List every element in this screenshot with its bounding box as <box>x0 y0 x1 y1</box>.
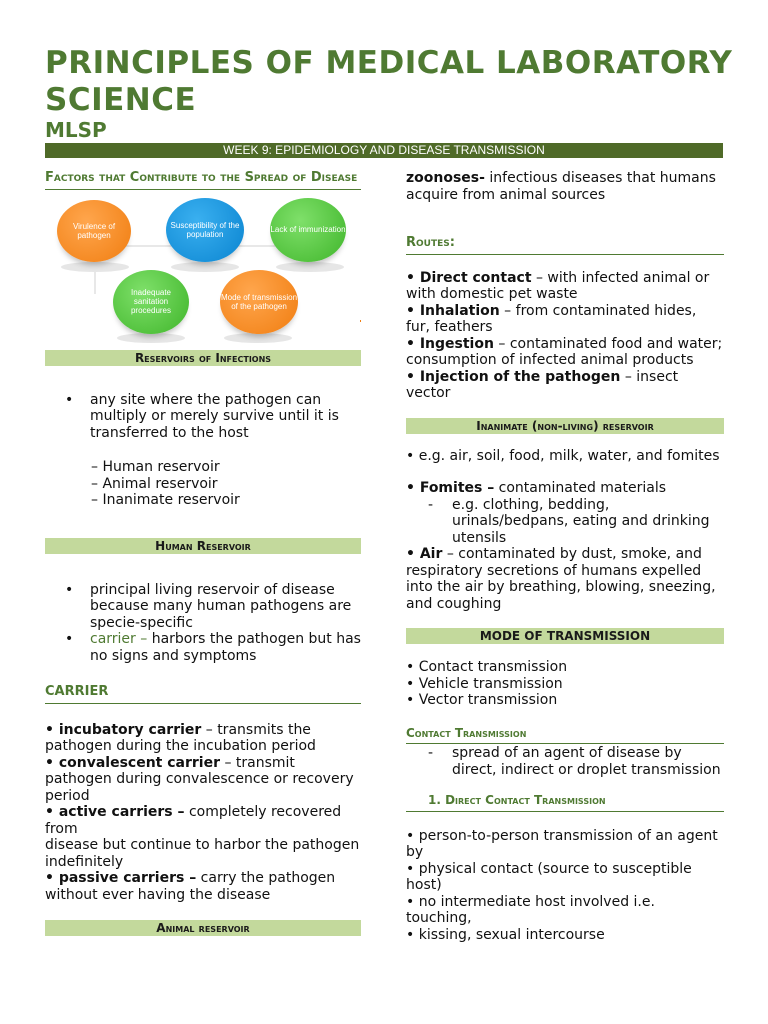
carrier-item-text: disease but continue to harbor the pathogen indefinitely <box>45 837 360 870</box>
route-text: – with infected animal or with domestic pet waste <box>406 269 710 302</box>
carrier-definition: harbors the pathogen but has no signs and symptoms <box>90 631 361 664</box>
carrier-item <box>45 837 361 870</box>
human-reservoir-point: • principal living reservoir of disease because many human pathogens are specie-specific <box>45 582 361 632</box>
zoonoses-definition <box>406 170 724 203</box>
route-term: • Injection of the pathogen <box>406 368 621 385</box>
fomites-item <box>406 480 724 497</box>
contact-definition: - spread of an agent of disease by direct, indirect or droplet transmission <box>406 745 724 778</box>
air-term: • Air <box>406 546 443 562</box>
route-item <box>406 369 724 402</box>
reservoir-type: – Animal reservoir <box>91 475 218 492</box>
air-text: – contaminated by dust, smoke, and respiratory secretions of humans expelled into the air by breathing, blowing, sneezing, and coughing <box>406 546 716 612</box>
route-text: – from contaminated hides, fur, feathers <box>406 302 697 335</box>
factors-diagram <box>45 194 361 346</box>
mode-item: • Contact transmission <box>406 659 568 675</box>
modes-list <box>406 659 724 709</box>
carrier-point <box>45 631 361 664</box>
reservoir-type: – Inanimate reservoir <box>91 492 240 508</box>
carrier-item-text: completely recovered from <box>45 804 342 837</box>
direct-contact-item: • person-to-person transmission of an agent by <box>406 827 718 860</box>
factor-circle-susceptibility: Susceptibility of the population <box>166 198 244 262</box>
carrier-item-text: – transmits the pathogen during the incubation period <box>45 721 316 754</box>
carrier-item-term: • convalescent carrier <box>45 754 220 771</box>
carrier-term: carrier – <box>90 631 148 647</box>
route-term: • Direct contact <box>406 269 532 286</box>
animal-reservoir-band: Animal reservoir <box>45 920 361 936</box>
route-text: – insect vector <box>406 368 679 401</box>
carrier-item-text: – transmit pathogen during convalescence or recovery period <box>45 754 354 804</box>
mode-band: MODE OF TRANSMISSION <box>406 628 724 644</box>
mode-item: • Vehicle transmission <box>406 675 563 692</box>
route-item <box>406 336 724 369</box>
route-item <box>406 270 724 303</box>
factors-heading: Factors that Contribute to the Spread of Disease <box>45 170 361 190</box>
direct-contact-heading: 1. Direct Contact Transmission <box>406 792 724 812</box>
route-term: • Ingestion <box>406 335 494 352</box>
fomites-text: contaminated materials <box>494 480 667 496</box>
routes-list <box>406 270 724 402</box>
carrier-item <box>45 722 361 755</box>
direct-contact-item: • no intermediate host involved i.e. touching, <box>406 893 655 926</box>
reservoir-type: – Human reservoir <box>91 459 220 475</box>
contact-heading: Contact Transmission <box>406 725 724 745</box>
factor-circle-immunization: Lack of immunization <box>270 198 346 262</box>
carrier-item-term: • incubatory carrier <box>45 721 202 738</box>
page-title-line1: PRINCIPLES OF MEDICAL LABORATORY <box>45 45 733 81</box>
page-title-line2: SCIENCE <box>45 82 197 118</box>
carrier-item <box>45 870 361 903</box>
right-column <box>406 170 724 943</box>
fomites-examples: - e.g. clothing, bedding, urinals/bedpans, eating and drinking utensils <box>406 497 724 547</box>
routes-heading: Routes: <box>406 235 724 255</box>
air-item <box>406 546 724 612</box>
direct-contact-list <box>406 828 724 944</box>
reservoir-definition: • any site where the pathogen can multiply or merely survive until it is transferred to the host <box>45 392 361 442</box>
zoonoses-text: infectious diseases that humans acquire from animal sources <box>406 170 716 203</box>
week-banner: WEEK 9: EPIDEMIOLOGY AND DISEASE TRANSMISSION <box>45 143 723 158</box>
mode-item: • Vector transmission <box>406 692 558 708</box>
inanimate-examples: • e.g. air, soil, food, milk, water, and fomites <box>406 447 720 464</box>
carrier-item-text: carry the pathogen without ever having the disease <box>45 870 336 903</box>
left-column <box>45 170 361 936</box>
zoonoses-term: zoonoses- <box>406 170 485 186</box>
direct-contact-item: • kissing, sexual intercourse <box>406 926 605 943</box>
route-term: • Inhalation <box>406 302 500 319</box>
route-text: – contaminated food and water; consumption of infected animal products <box>406 335 723 368</box>
human-reservoir-band: Human Reservoir <box>45 538 361 554</box>
carrier-item-term: • active carriers – <box>45 804 185 820</box>
factor-circle-sanitation: Inadequate sanitation procedures <box>113 270 189 334</box>
carrier-item-term: • passive carriers – <box>45 870 197 886</box>
carrier-item <box>45 804 361 837</box>
course-code: MLSP <box>45 118 107 142</box>
carrier-heading: CARRIER <box>45 684 361 704</box>
reservoir-types-list <box>45 459 361 509</box>
route-item <box>406 303 724 336</box>
factor-circle-virulence: Virulence of pathogen <box>57 200 131 262</box>
direct-contact-item: • physical contact (source to susceptible host) <box>406 860 692 893</box>
factor-circle-mode: Mode of transmission of the pathogen <box>220 270 298 334</box>
reservoirs-band: Reservoirs of Infections <box>45 350 361 366</box>
inanimate-band: Inanimate (non-living) reservoir <box>406 418 724 434</box>
fomites-term: • Fomites – <box>406 480 495 496</box>
carrier-item <box>45 755 361 805</box>
carrier-list <box>45 722 361 904</box>
